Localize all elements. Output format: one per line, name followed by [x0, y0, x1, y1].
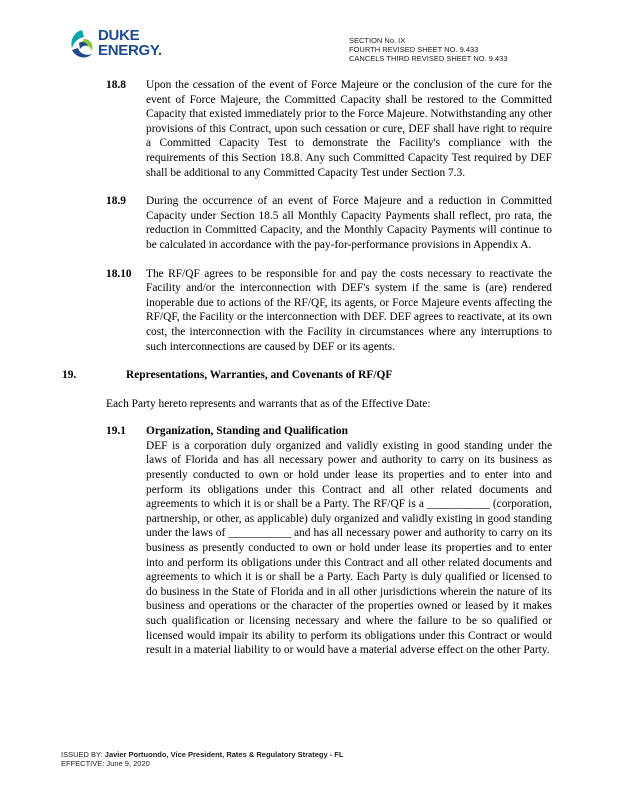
section-title: Organization, Standing and Qualification — [146, 425, 348, 438]
logo-line-1: DUKE — [98, 27, 140, 44]
logo-wordmark — [98, 28, 162, 58]
document-body — [62, 78, 552, 672]
section-18-9 — [106, 194, 552, 252]
section-number: SECTION No. IX — [349, 36, 406, 45]
section-text: Upon the cessation of the event of Force Majeure or the conclusion of the cure for the event of Force Majeure, the Committed Capacity shall be restored to the Committed Capacity that existed immediately prior to the Force Majeure. Notwithstanding any other provisions of this Contract, upon such cessation or cure, DEF shall have right to require a Committed Capacity Test to demonstrate the Facility's compliance with the requirements of this Section 18.8. Any such Committed Capacity Test required by DEF shall be additional to any Committed Capacity Test under Section 7.3. — [146, 79, 552, 179]
issued-by-line — [61, 750, 343, 759]
section-text: DEF is a corporation duly organized and validly existing in good standing under the laws of Florida and has all necessary power and authority to carry on its business as presently conducted to own or hold under lease its properties and to enter into and perform its obligations under this Contract and all other related documents and agreements to which it is or shall be a Party. The RF/QF is a ___________ (corporation, partnership, or other, as applicable) duly organized and validly existing in good standing under the laws of ___________ and has all necessary power and authority to carry on its business as presently conducted to own or hold under lease its properties and to enter into and perform its obligations under this Contract and all other related documents and agreements to which it is or shall be a Party. Each Party is duly qualified or licensed to do business in the State of Florida and in all other jurisdictions wherein the nature of its business and operations or the character of the properties owned or leased by it makes such qualification or licensing necessary and where the failure to be so qualified or licensed would impair its ability to perform its obligations under this Contract or would result in a material liability to or would have a material adverse effect on the other Party. — [146, 439, 552, 657]
cancels-sheet: CANCELS THIRD REVISED SHEET NO. 9.433 — [349, 54, 508, 63]
section-text: The RF/QF agrees to be responsible for and pay the costs necessary to reactivate the Facility and/or the interconnection with DEF's system if the same is (are) rendered inoperable due to actions of the RF/QF, its agents, or Force Majeure events affecting the RF/QF, the Facility or the interconnection with DEF. DEF agrees to reactivate, at its own cost, the interconnection with the Facility in circumstances where any interruptions to such interconnections are caused by DEF or its agents. — [146, 267, 552, 353]
page-footer — [61, 750, 343, 768]
issued-by-label: ISSUED BY: — [61, 750, 105, 759]
section-number-label: 19.1 — [106, 425, 126, 438]
duke-energy-emblem-icon — [68, 28, 98, 62]
sheet-header — [349, 36, 508, 63]
sheet-number: FOURTH REVISED SHEET NO. 9.433 — [349, 45, 479, 54]
section-title: Representations, Warranties, and Covenants of RF/QF — [126, 369, 393, 382]
section-18-8 — [106, 78, 552, 180]
logo-line-2: ENERGY. — [98, 42, 162, 59]
section-number-label: 18.8 — [106, 79, 126, 91]
section-19-heading — [62, 368, 552, 383]
section-content — [146, 424, 552, 658]
section-number-label: 18.10 — [106, 267, 132, 280]
section-18-10 — [106, 267, 552, 355]
section-19-intro: Each Party hereto represents and warrants that as of the Effective Date: — [106, 397, 431, 410]
issued-by-name: Javier Portuondo, Vice President, Rates & Regulatory Strategy - FL — [104, 750, 344, 759]
section-number-label: 18.9 — [106, 195, 126, 208]
section-text: During the occurrence of an event of Force Majeure and a reduction in Committed Capacity under Section 18.5 all Monthly Capacity Payments shall reflect, pro rata, the reduction in Committed Capacity, and the Monthly Capacity Payments will continue to be calculated in accordance with the pay-for-performance provisions in Appendix A. — [146, 195, 552, 251]
effective-date: EFFECTIVE: June 9, 2020 — [61, 759, 150, 768]
section-number-label: 19. — [62, 369, 77, 382]
section-19-1 — [106, 424, 552, 658]
duke-energy-logo — [68, 26, 188, 66]
